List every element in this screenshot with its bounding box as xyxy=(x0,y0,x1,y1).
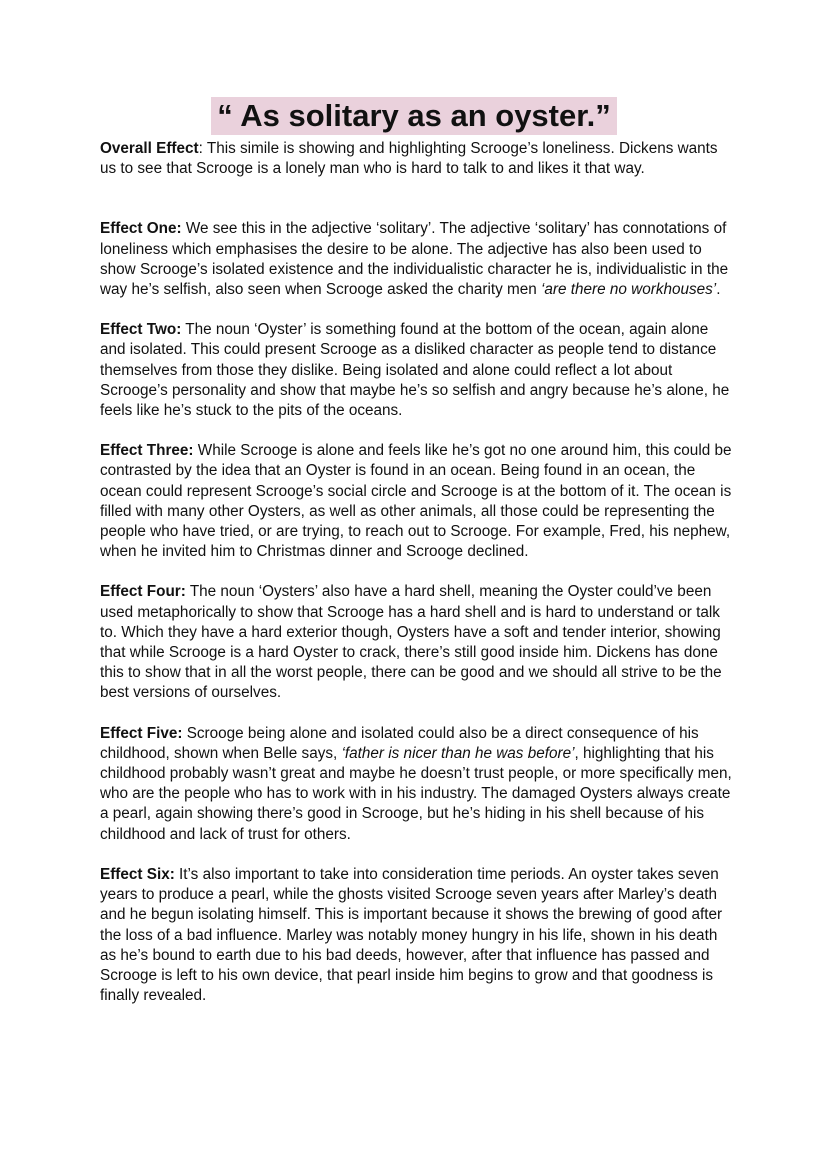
paragraph-label: Effect Five: xyxy=(100,724,183,742)
paragraph-label: Effect Three: xyxy=(100,442,194,460)
title-container xyxy=(0,97,828,135)
paragraph-effect-three xyxy=(100,441,732,562)
page-title: “ As solitary as an oyster.” xyxy=(211,97,616,135)
paragraph-text: We see this in the adjective ‘solitary’. The adjective ‘solitary’ has connotations of loneliness which emphasises the desire to be alone. The adjective has also been used to show Scrooge’s isolated existence and the individualistic character he is, individualistic in the way he’s selfish, also seen when Scrooge asked the charity men xyxy=(100,220,729,299)
quotation: ‘are there no workhouses’ xyxy=(541,281,717,299)
paragraph-overall-effect xyxy=(100,139,732,179)
paragraph-text-continued: , highlighting that his childhood probably wasn’t great and maybe he doesn’t trust people, or more specifically men, who are the people who has to work with in his industry. The damaged Oysters always create a pearl, again showing there’s good in Scrooge, but he’s hiding in his shell because of his childhood and lack of trust for others. xyxy=(100,744,732,843)
paragraph-text: It’s also important to take into consideration time periods. An oyster takes seven years to produce a pearl, while the ghosts visited Scrooge seven years after Marley’s death and he begun isolating himself. This is important because it shows the brewing of good after the loss of a bad influence. Marley was notably money hungry in his life, shown in his death as he’s bound to earth due to his bad deeds, however, after that influence has passed and Scrooge is left to his own device, that pearl inside him begins to grow and that goodness is finally revealed. xyxy=(100,865,723,1005)
paragraph-end: . xyxy=(716,281,721,299)
paragraph-text: Scrooge being alone and isolated could also be a direct consequence of his childhood, shown when Belle says, xyxy=(100,724,699,762)
paragraph-label: Effect One: xyxy=(100,220,182,238)
paragraph-label: Effect Four: xyxy=(100,583,186,601)
paragraph-effect-six xyxy=(100,865,732,1006)
quotation: ‘father is nicer than he was before’ xyxy=(341,744,575,762)
paragraph-effect-four xyxy=(100,582,732,703)
paragraph-effect-one xyxy=(100,219,732,300)
paragraph-label: Overall Effect xyxy=(100,140,199,157)
paragraph-label: Effect Two: xyxy=(100,321,182,339)
paragraph-effect-five xyxy=(100,724,732,845)
paragraph-label: Effect Six: xyxy=(100,865,175,883)
paragraph-effect-two xyxy=(100,320,732,421)
paragraph-text: : This simile is showing and highlighting Scrooge’s loneliness. Dickens wants us to see that Scrooge is a lonely man who is hard to talk to and likes it that way. xyxy=(100,140,718,178)
document-body xyxy=(100,139,732,1026)
paragraph-text: The noun ‘Oysters’ also have a hard shell, meaning the Oyster could’ve been used metaphorically to show that Scrooge has a hard shell and is hard to understand or talk to. Which they have a hard exterior though, Oysters have a soft and tender interior, showing that while Scrooge is a hard Oyster to crack, there’s still good inside him. Dickens has done this to show that in all the worst people, there can be good and we should all strive to be the best versions of ourselves. xyxy=(100,583,722,702)
paragraph-text: The noun ‘Oyster’ is something found at the bottom of the ocean, again alone and isolated. This could present Scrooge as a disliked character as people tend to distance themselves from those they dislike. Being isolated and alone could reflect a lot about Scrooge’s personality and show that maybe he’s so selfish and angry because he’s alone, he feels like he’s stuck to the pits of the oceans. xyxy=(100,321,730,420)
paragraph-text: While Scrooge is alone and feels like he’s got no one around him, this could be contrasted by the idea that an Oyster is found in an ocean. Being found in an ocean, the ocean could represent Scrooge’s social circle and Scrooge is at the bottom of it. The ocean is filled with many other Oysters, as well as other animals, all those could be representing the people who have tried, or are trying, to reach out to Scrooge. For example, Fred, his nephew, when he invited him to Christmas dinner and Scrooge declined. xyxy=(100,442,732,561)
